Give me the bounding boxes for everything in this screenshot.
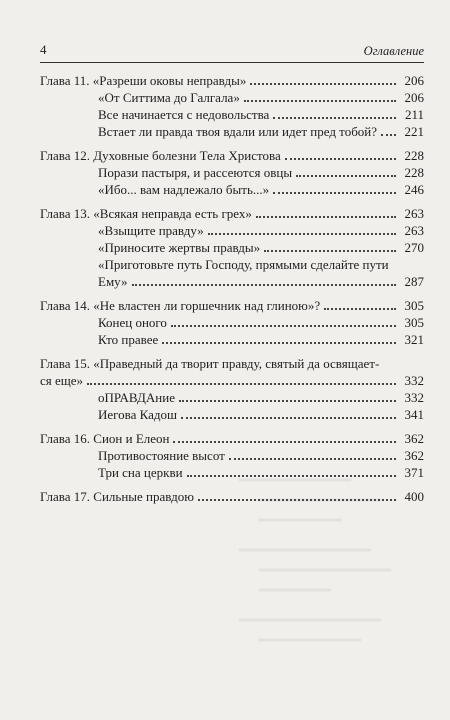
section-title: «От Ситтима до Галгала» xyxy=(98,90,240,105)
chapter-title: Глава 16. Сион и Елеон xyxy=(40,431,170,446)
chapter-entry[interactable] xyxy=(40,147,424,164)
section-title: «Приносите жертвы правды» xyxy=(98,240,261,255)
leader-dots xyxy=(187,475,396,477)
page-ref: 263 xyxy=(404,223,424,238)
chapter-entry[interactable] xyxy=(40,430,424,447)
chapter-title: Глава 17. Сильные правдою xyxy=(40,489,194,504)
section-title: Все начинается с недовольства xyxy=(98,107,270,122)
leader-dots xyxy=(296,175,396,177)
leader-dots xyxy=(285,158,396,160)
leader-dots xyxy=(324,308,396,310)
page-ref: 400 xyxy=(404,489,424,504)
chapter-title: Глава 11. «Разреши оковы неправды» xyxy=(40,73,247,88)
chapter-entry[interactable] xyxy=(40,72,424,89)
toc-chapter xyxy=(40,147,424,198)
page-ref: 287 xyxy=(404,274,424,289)
leader-dots xyxy=(264,250,396,252)
header-rule xyxy=(40,62,424,63)
leader-dots xyxy=(173,441,396,443)
leader-dots xyxy=(162,342,396,344)
chapter-title: Глава 14. «Не властен ли горшечник над глиною»? xyxy=(40,298,321,313)
section-entry[interactable] xyxy=(40,331,424,348)
page-ref: 305 xyxy=(404,298,424,313)
section-entry[interactable] xyxy=(40,89,424,106)
chapter-entry[interactable] xyxy=(40,205,424,222)
leader-dots xyxy=(250,83,396,85)
chapter-title: Глава 13. «Всякая неправда есть грех» xyxy=(40,206,252,221)
section-title: Кто правее xyxy=(98,332,159,347)
leader-dots xyxy=(181,417,396,419)
leader-dots xyxy=(273,192,396,194)
toc-chapter xyxy=(40,72,424,140)
section-title: Три сна церкви xyxy=(98,465,183,480)
page-ref: 362 xyxy=(404,448,424,463)
section-entry[interactable] xyxy=(40,314,424,331)
chapter-entry[interactable] xyxy=(40,297,424,314)
section-title: Встает ли правда твоя вдали или идет пред тобой? xyxy=(98,124,378,139)
leader-dots xyxy=(132,284,397,286)
section-entry[interactable] xyxy=(40,123,424,140)
section-title: Иегова Кадош xyxy=(98,407,178,422)
page-ref: 263 xyxy=(404,206,424,221)
section-entry[interactable] xyxy=(40,222,424,239)
toc-chapter xyxy=(40,205,424,290)
section-entry[interactable] xyxy=(40,239,424,256)
page-ref: 362 xyxy=(404,431,424,446)
section-entry-line1[interactable] xyxy=(40,256,424,273)
section-title: Противостояние высот xyxy=(98,448,225,463)
page-ref: 228 xyxy=(404,165,424,180)
chapter-entry[interactable] xyxy=(40,488,424,505)
section-entry[interactable] xyxy=(40,447,424,464)
page-number: 4 xyxy=(40,42,47,57)
toc-chapter xyxy=(40,297,424,348)
section-entry-line2[interactable] xyxy=(40,273,424,290)
leader-dots xyxy=(381,134,396,136)
page-ref: 211 xyxy=(404,107,424,122)
page-ref: 206 xyxy=(404,73,424,88)
page-header xyxy=(40,40,424,62)
page-ref: 228 xyxy=(404,148,424,163)
chapter-title-line2: ся еще» xyxy=(40,373,84,388)
running-title: Оглавление xyxy=(363,44,424,58)
section-title: Порази пастыря, и рассеются овцы xyxy=(98,165,293,180)
leader-dots xyxy=(273,117,396,119)
section-title-line1: «Приготовьте путь Господу, прямыми сделайте пути xyxy=(98,257,389,272)
section-entry[interactable] xyxy=(40,106,424,123)
toc-chapter xyxy=(40,488,424,505)
page-ref: 371 xyxy=(404,465,424,480)
page-ref: 270 xyxy=(404,240,424,255)
page-ref: 305 xyxy=(404,315,424,330)
table-of-contents xyxy=(40,72,424,512)
section-title: Конец оного xyxy=(98,315,167,330)
page-ref: 206 xyxy=(404,90,424,105)
section-entry[interactable] xyxy=(40,164,424,181)
toc-chapter xyxy=(40,355,424,423)
section-title: оПРАВДАние xyxy=(98,390,175,405)
page-ref: 332 xyxy=(404,373,424,388)
page-ref: 246 xyxy=(404,182,424,197)
section-entry[interactable] xyxy=(40,389,424,406)
page-ref: 332 xyxy=(404,390,424,405)
leader-dots xyxy=(198,499,396,501)
section-entry[interactable] xyxy=(40,464,424,481)
section-entry[interactable] xyxy=(40,406,424,423)
chapter-title: Глава 12. Духовные болезни Тела Христова xyxy=(40,148,281,163)
leader-dots xyxy=(256,216,396,218)
leader-dots xyxy=(244,100,396,102)
section-title: «Ибо... вам надлежало быть...» xyxy=(98,182,270,197)
page-ref: 341 xyxy=(404,407,424,422)
leader-dots xyxy=(171,325,396,327)
leader-dots xyxy=(229,458,396,460)
leader-dots xyxy=(179,400,396,402)
chapter-entry-line1[interactable] xyxy=(40,355,424,372)
page-ref: 221 xyxy=(404,124,424,139)
leader-dots xyxy=(87,383,396,385)
chapter-title-line1: Глава 15. «Праведный да творит правду, святый да освящает- xyxy=(40,356,380,371)
chapter-entry-line2[interactable] xyxy=(40,372,424,389)
section-entry[interactable] xyxy=(40,181,424,198)
leader-dots xyxy=(208,233,396,235)
section-title: «Взыщите правду» xyxy=(98,223,204,238)
section-title-line2: Ему» xyxy=(98,274,128,289)
toc-chapter xyxy=(40,430,424,481)
page-ref: 321 xyxy=(404,332,424,347)
